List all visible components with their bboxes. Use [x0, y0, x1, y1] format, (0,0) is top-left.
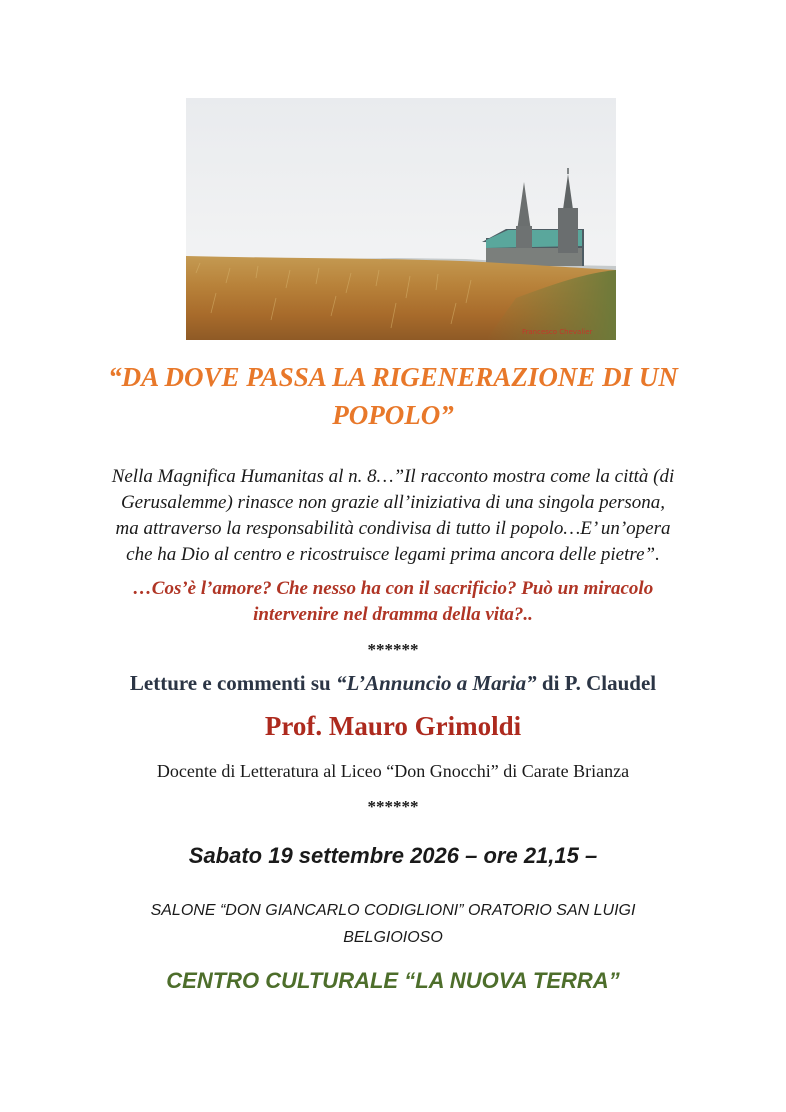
event-title: [60, 358, 726, 434]
love-question: [50, 576, 736, 628]
quote-line-4: che ha Dio al centro e ricostruisce legami prima ancora delle pietre”.: [126, 544, 660, 565]
speaker-role: Docente di Letteratura al Liceo “Don Gnocchi” di Carate Brianza: [156, 761, 630, 781]
event-title-line-1: “DA DOVE PASSA LA RIGENERAZIONE DI UN: [108, 362, 678, 392]
readings-prefix: Letture e commenti su: [129, 671, 336, 695]
separator-stars: ******: [367, 797, 419, 816]
organizer-name: CENTRO CULTURALE “LA NUOVA TERRA”: [166, 968, 620, 993]
separator-stars: ******: [367, 640, 419, 659]
event-date: Sabato 19 settembre 2026 – ore 21,15 –: [188, 843, 598, 868]
readings-work-title: “L’Annuncio a Maria”: [335, 671, 537, 695]
humanitas-quote: [50, 464, 736, 568]
cathedral-photo: [186, 98, 616, 340]
venue-line-1: SALONE “DON GIANCARLO CODIGLIONI” ORATORIO SAN LUIGI: [150, 902, 636, 919]
event-title-line-2: POPOLO”: [332, 400, 454, 430]
readings-suffix: di P. Claudel: [536, 671, 657, 695]
event-venue: [0, 897, 786, 951]
quote-line-2: Gerusalemme) rinasce non grazie all’iniziativa di una singola persona,: [120, 492, 666, 513]
speaker-name: Prof. Mauro Grimoldi: [264, 711, 522, 741]
quote-line-1: Nella Magnifica Humanitas al n. 8…”Il racconto mostra come la città (di: [111, 466, 675, 487]
venue-line-2: BELGIOIOSO: [343, 929, 443, 946]
quote-line-3: ma attraverso la responsabilità condivisa di tutto il popolo…E’ un’opera: [115, 518, 671, 539]
question-line-2: intervenire nel dramma della vita?..: [253, 604, 533, 625]
photo-watermark: Francesco Chevalier: [522, 328, 593, 336]
question-line-1: …Cos’è l’amore? Che nesso ha con il sacrificio? Può un miracolo: [132, 578, 654, 599]
readings-line: [0, 671, 786, 696]
cathedral-in-wheat-field-photo: [186, 98, 616, 340]
